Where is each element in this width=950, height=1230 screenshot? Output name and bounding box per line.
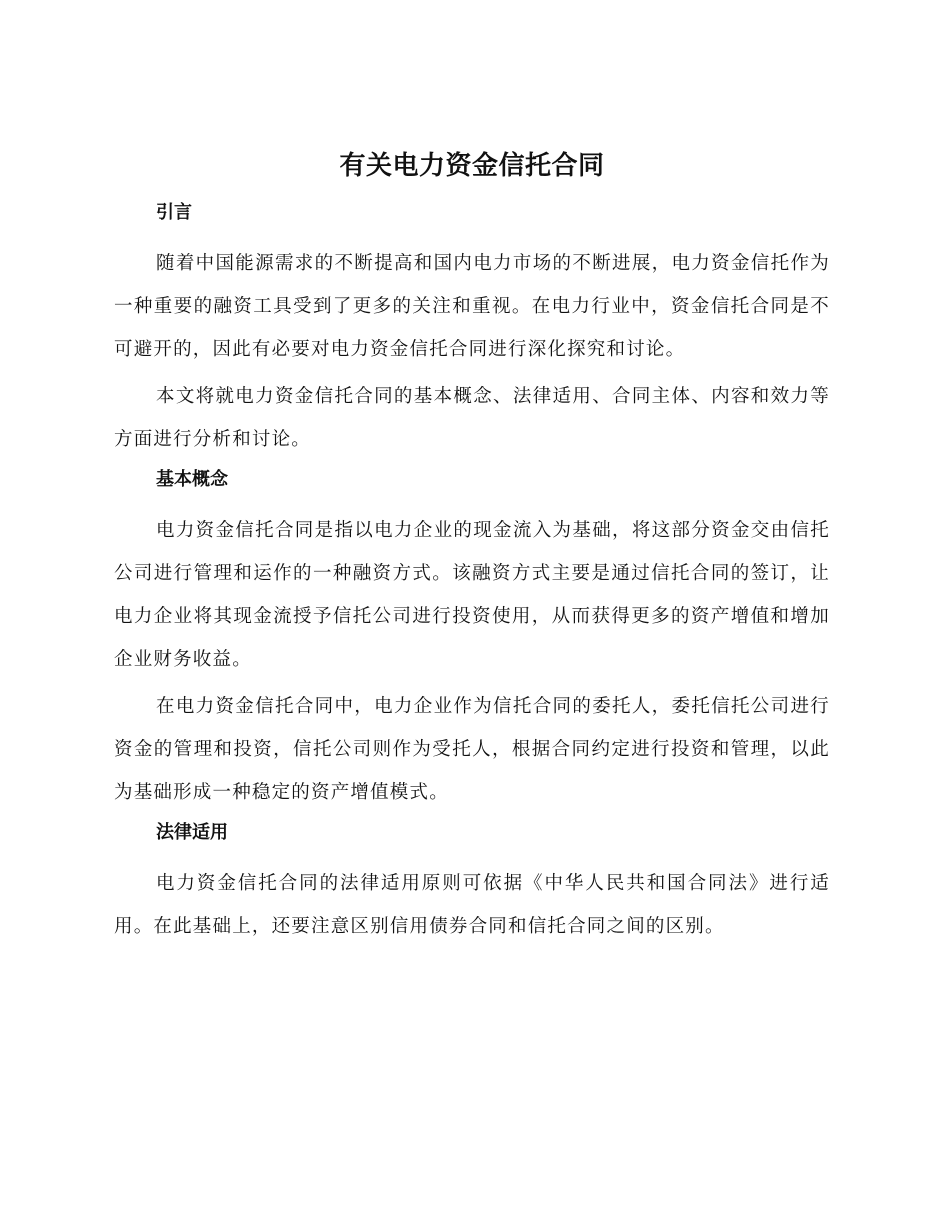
document-page [114, 148, 830, 952]
section-heading-intro: 引言 [156, 202, 192, 223]
section-basic-concept [114, 465, 830, 814]
section-heading-legal-application: 法律适用 [156, 822, 228, 843]
paragraph: 本文将就电力资金信托合同的基本概念、法律适用、合同主体、内容和效力等方面进行分析和讨论。 [114, 386, 830, 450]
paragraph: 电力资金信托合同的法律适用原则可依据《中华人民共和国合同法》进行适用。在此基础上，还要注意区别信用债券合同和信托合同之间的区别。 [114, 873, 830, 937]
document-title: 有关电力资金信托合同 [339, 151, 605, 181]
section-legal-application [114, 818, 830, 948]
paragraph: 在电力资金信托合同中，电力企业作为信托合同的委托人，委托信托公司进行资金的管理和投资，信托公司则作为受托人，根据合同约定进行投资和管理，以此为基础形成一种稳定的资产增值模式。 [114, 696, 830, 803]
section-intro [114, 198, 830, 461]
paragraph: 随着中国能源需求的不断提高和国内电力市场的不断进展，电力资金信托作为一种重要的融资工具受到了更多的关注和重视。在电力行业中，资金信托合同是不可避开的，因此有必要对电力资金信托合同进行深化探究和讨论。 [114, 253, 830, 360]
paragraph: 电力资金信托合同是指以电力企业的现金流入为基础，将这部分资金交由信托公司进行管理和运作的一种融资方式。该融资方式主要是通过信托合同的签订，让电力企业将其现金流授予信托公司进行投资使用，从而获得更多的资产增值和增加企业财务收益。 [114, 520, 830, 670]
section-heading-basic-concept: 基本概念 [156, 469, 228, 490]
